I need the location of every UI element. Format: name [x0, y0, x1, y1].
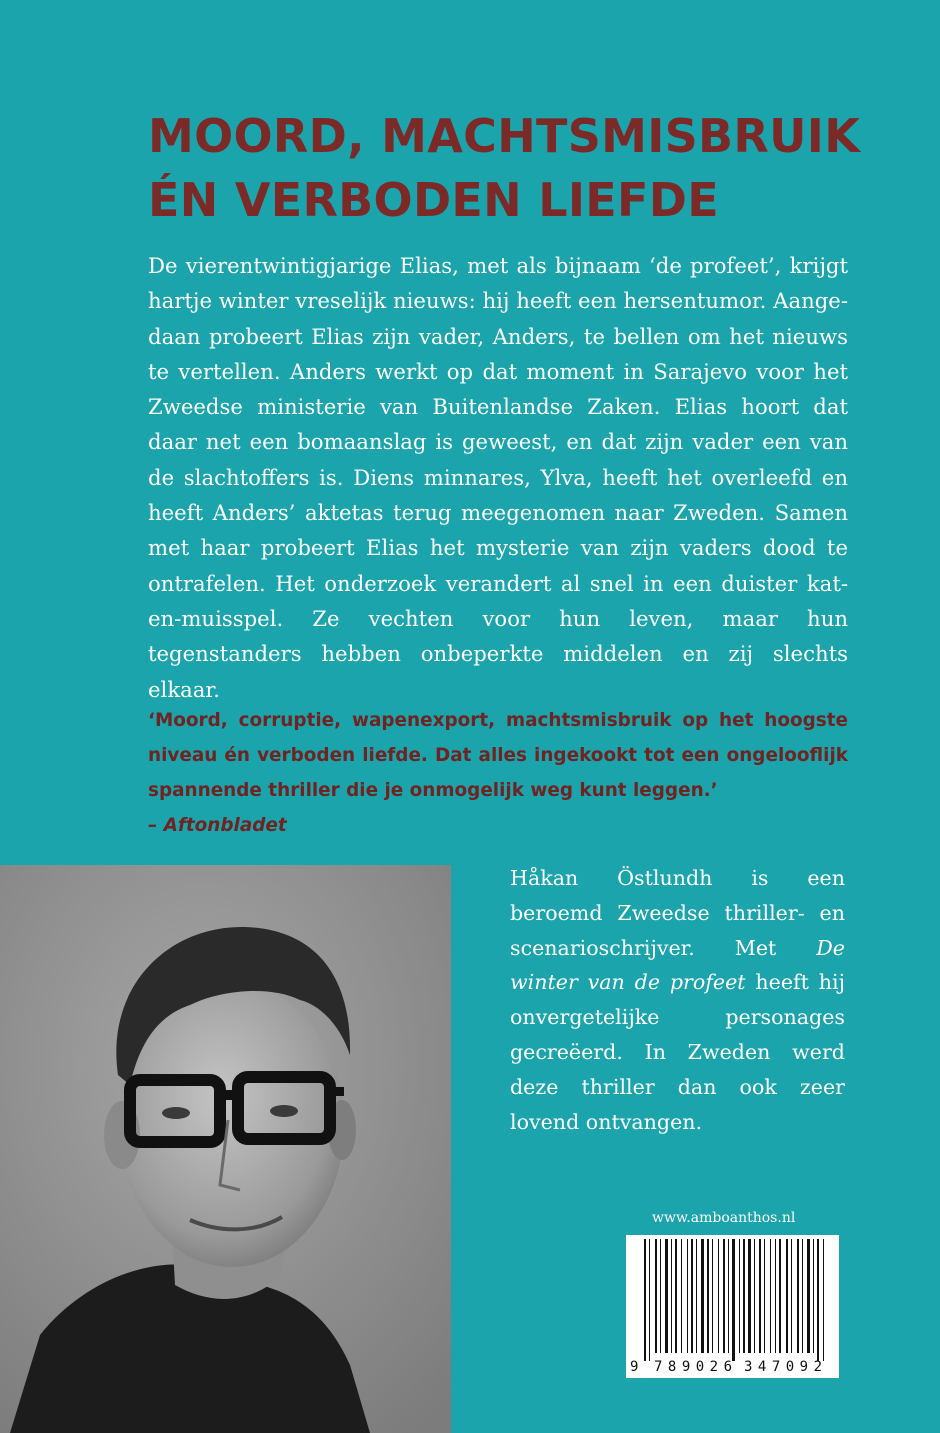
barcode-bar: [739, 1239, 740, 1353]
barcode-digit-lead: 9: [630, 1359, 639, 1375]
barcode-bar: [655, 1239, 657, 1353]
press-quote-text: ‘Moord, corruptie, wapenexport, machtsmisbruik op het hoogste niveau én verboden liefde. Dat alles ingekookt tot een ongelooflijk spannende thriller die je onmogelijk weg kunt leggen.’: [148, 710, 848, 801]
barcode-bar: [759, 1239, 761, 1353]
barcode-bar: [743, 1239, 745, 1353]
barcode-digit-group-1: 789026: [654, 1359, 732, 1375]
barcode-bars: [644, 1239, 824, 1361]
barcode-bar: [660, 1239, 661, 1353]
barcode-bar: [687, 1239, 688, 1353]
barcode-bar: [728, 1239, 729, 1353]
barcode-digit-group-2: 347092: [744, 1359, 822, 1375]
headline-line-1: MOORD, MACHTSMISBRUIK: [148, 109, 861, 163]
barcode-bar: [775, 1239, 776, 1353]
barcode-bar: [779, 1239, 781, 1353]
barcode-bar: [791, 1239, 792, 1353]
publisher-website: www.amboanthos.nl: [652, 1210, 796, 1226]
synopsis-text: De vierentwintigjarige Elias, met als bijnaam ‘de profeet’, krijgt hartje winter vreselijk nieuws: hij heeft een hersentumor. Aangedaan probeert Elias zijn vader, Anders, te bellen om het nieuws te vertellen. Anders werkt op dat moment in Sarajevo voor het Zweedse ministerie van Buitenlandse Zaken. Elias hoort dat daar net een bomaanslag is geweest, en dat zijn vader een van de slachtoffers is. Diens minnares, Ylva, heeft het overleefd en heeft Anders’ aktetas terug meegenomen naar Zweden. Samen met haar probeert Elias het mysterie van zijn vaders dood te ontrafelen. Het onderzoek verandert al snel in een duister kat-en-muisspel. Ze vechten voor hun leven, maar hun tegenstanders hebben onbeperkte middelen en zij slechts elkaar.: [148, 253, 848, 702]
barcode-bar: [823, 1239, 824, 1361]
barcode-bar: [707, 1239, 709, 1353]
barcode-bar: [644, 1239, 646, 1361]
barcode-bar: [691, 1239, 693, 1353]
barcode-bar: [748, 1239, 751, 1353]
barcode-bar: [770, 1239, 771, 1353]
barcode-bar: [797, 1239, 799, 1353]
barcode-bar: [817, 1239, 819, 1361]
barcode-bar: [813, 1239, 814, 1353]
barcode-bar: [712, 1239, 713, 1353]
barcode-bar: [718, 1239, 719, 1353]
barcode-bar: [649, 1239, 650, 1361]
barcode-bar: [723, 1239, 725, 1353]
barcode-bar: [754, 1239, 755, 1353]
barcode-bar: [786, 1239, 788, 1353]
press-quote: [148, 703, 848, 843]
press-quote-source: – Aftonbladet: [148, 815, 287, 836]
author-bio: [510, 861, 845, 1139]
author-photo: [0, 865, 451, 1433]
headline-line-2: ÉN VERBODEN LIEFDE: [148, 173, 719, 227]
barcode-bar: [764, 1239, 765, 1353]
barcode-bar: [696, 1239, 697, 1353]
barcode-bar: [671, 1239, 672, 1353]
barcode-bar: [681, 1239, 682, 1353]
barcode-bar: [802, 1239, 803, 1353]
book-title: De winter van de profeet: [510, 935, 845, 995]
barcode-bar: [675, 1239, 677, 1353]
author-bio-part-2: heeft hij onvergetelijke personages gecreëerd. In Zweden werd deze thriller dan ook zeer lovend ontvangen.: [510, 970, 845, 1134]
headline: [148, 104, 908, 232]
barcode-bar: [665, 1239, 668, 1353]
author-bio-part-1: Håkan Östlundh is een beroemd Zweedse thriller- en scenarioschrijver. Met: [510, 866, 845, 960]
isbn-barcode: [626, 1235, 839, 1378]
barcode-bar: [807, 1239, 810, 1353]
barcode-bar: [701, 1239, 704, 1353]
barcode-bar: [732, 1239, 735, 1361]
